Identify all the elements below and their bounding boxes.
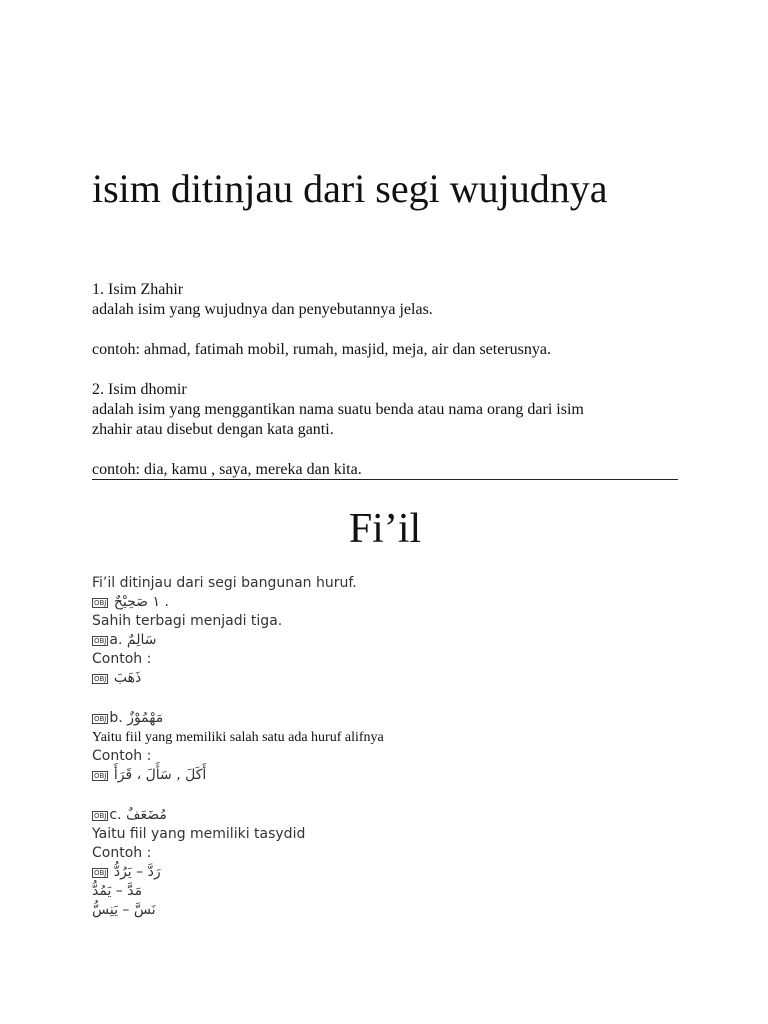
list-item: [92, 709, 384, 728]
example-line: [92, 882, 384, 901]
item-label: a.: [109, 632, 123, 648]
contoh-label: Contoh :: [92, 651, 152, 667]
arabic-term: مَهْمُوْزٌ: [127, 710, 164, 726]
section-body-line: zhahir atau disebut dengan kata ganti.: [92, 421, 334, 438]
example-line: [92, 669, 384, 688]
arabic-example: مَدَّ – يَمُدُّ: [92, 883, 143, 899]
section-isim-dhomir: [92, 380, 584, 480]
fiil-intro: Fi’il ditinjau dari segi bangunan huruf.: [92, 575, 357, 591]
page-title: isim ditinjau dari segi wujudnya: [92, 166, 608, 211]
arabic-term: مُضَعَفٌ: [126, 807, 167, 823]
item-label: b.: [109, 710, 123, 726]
obj-placeholder-icon: OBJ: [94, 869, 107, 877]
section-title: 1. Isim Zhahir: [92, 281, 184, 298]
arabic-term: صَحِيْحٌ: [113, 594, 149, 610]
section-body-line: adalah isim yang menggantikan nama suatu benda atau nama orang dari isim: [92, 401, 584, 418]
arabic-example: ذَهَبَ: [113, 670, 142, 686]
item-label: c.: [109, 807, 122, 823]
fiil-heading: Fi’il: [348, 506, 422, 552]
obj-placeholder-icon: OBJ: [94, 675, 107, 683]
obj-placeholder-icon: OBJ: [94, 715, 107, 723]
example-line: [92, 901, 384, 920]
contoh-label: Contoh :: [92, 845, 152, 861]
arabic-example: أَكَلَ , سَأَلَ ، قَرَأَ: [113, 767, 207, 783]
list-item: [92, 593, 384, 612]
section-example: contoh: dia, kamu , saya, mereka dan kita.: [92, 461, 362, 478]
arabic-example: رَدَّ – يَرُدُّ: [113, 864, 161, 880]
item-number: ١ .: [152, 594, 169, 610]
arabic-example: نَسَّ – يَنِسُّ: [92, 902, 156, 918]
fiil-content: [92, 574, 384, 920]
section-isim-zhahir: [92, 280, 551, 360]
obj-placeholder-icon: OBJ: [94, 637, 107, 645]
section-body: adalah isim yang wujudnya dan penyebutannya jelas.: [92, 301, 433, 318]
arabic-term: سَالِمٌ: [126, 632, 157, 648]
contoh-label: Contoh :: [92, 748, 152, 764]
fiil-text: Yaitu fiil yang memiliki tasydid: [92, 826, 306, 842]
example-line: [92, 766, 384, 785]
list-item: [92, 631, 384, 650]
obj-placeholder-icon: OBJ: [94, 772, 107, 780]
section-example: contoh: ahmad, fatimah mobil, rumah, masjid, meja, air dan seterusnya.: [92, 341, 551, 358]
horizontal-divider: [92, 479, 678, 480]
list-item: [92, 806, 384, 825]
example-line: [92, 863, 384, 882]
section-title: 2. Isim dhomir: [92, 381, 187, 398]
fiil-text: Yaitu fiil yang memiliki salah satu ada huruf alifnya: [92, 730, 384, 745]
obj-placeholder-icon: OBJ: [94, 599, 107, 607]
obj-placeholder-icon: OBJ: [94, 812, 107, 820]
fiil-text: Sahih terbagi menjadi tiga.: [92, 613, 283, 629]
